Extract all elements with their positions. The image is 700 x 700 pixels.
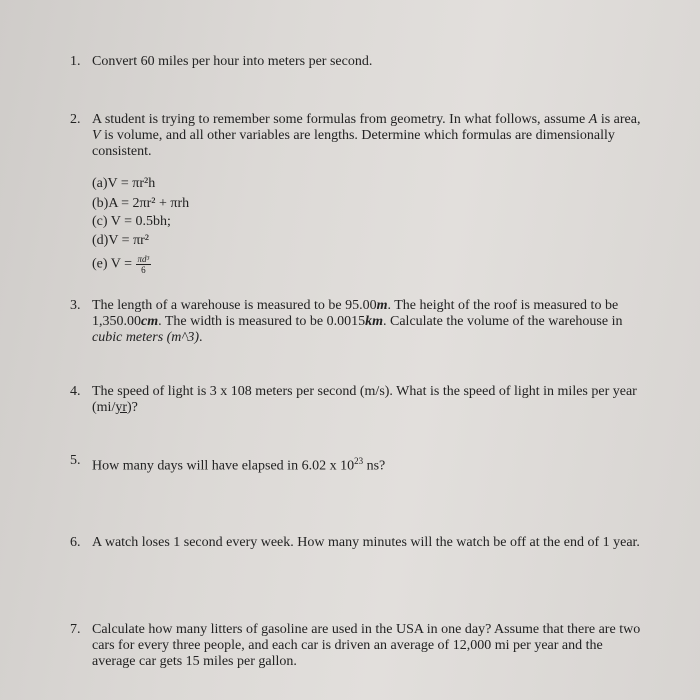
- text-part: ns?: [363, 458, 386, 474]
- unit-cubic-meters: cubic meters (m^3): [92, 330, 199, 345]
- unit-yr: yr: [115, 400, 128, 415]
- question-number: 3.: [70, 298, 81, 313]
- formula-b: (b)A = 2πr² + πrh: [92, 196, 190, 211]
- question-text: A watch loses 1 second every week. How many minutes will the watch be off at the end of 1 year.: [92, 535, 640, 550]
- unit-km: km: [365, 314, 383, 329]
- text-part: . Calculate the volume of the warehouse in: [383, 314, 623, 329]
- question-number: 5.: [70, 453, 81, 468]
- question-number: 6.: [70, 535, 81, 550]
- text-part: A student is trying to remember some formulas from geometry. In what follows, assume: [92, 112, 589, 127]
- unit-cm: cm: [141, 314, 159, 329]
- text-part: )?: [127, 400, 138, 415]
- text-part: How many days will have elapsed in 6.02 x 10: [92, 458, 355, 474]
- question-text: Convert 60 miles per hour into meters per second.: [92, 54, 373, 69]
- var-v: V: [92, 128, 101, 143]
- text-part: is volume, and all other variables are lengths. Determine which formulas are dimensionally consistent.: [92, 128, 615, 159]
- question-text: [92, 453, 644, 475]
- text-part: . The height of the roof is measured to be 1,350.00: [92, 298, 619, 329]
- text-part: is area,: [597, 112, 641, 127]
- question-text: [92, 298, 644, 346]
- question-number: 4.: [70, 384, 81, 399]
- question-text: [92, 112, 644, 160]
- exponent: 23: [354, 456, 364, 466]
- formula-a: (a)V = πr²h: [92, 176, 156, 191]
- var-a: A: [588, 112, 598, 127]
- question-text: Calculate how many litters of gasoline are used in the USA in one day? Assume that there are two cars for every three people, and each car is driven an average of 12,000 mi per year and the average car gets 15 miles per gallon.: [92, 622, 641, 669]
- text-part: .: [198, 330, 203, 345]
- formula-e-label: (e) V =: [92, 256, 136, 272]
- formula-c: (c) V = 0.5bh;: [92, 214, 171, 229]
- question-text: [92, 384, 644, 416]
- question-number: 2.: [70, 112, 81, 127]
- formula-e: [92, 254, 151, 275]
- question-number: 1.: [70, 54, 81, 69]
- fraction: [136, 254, 152, 275]
- unit-m: m: [376, 298, 388, 313]
- fraction-denominator: 6: [141, 265, 146, 275]
- text-part: The speed of light is 3 x 108 meters per second (m/s). What is the speed of light in miles per year (mi/: [92, 384, 637, 415]
- text-part: The length of a warehouse is measured to be 95.00: [92, 298, 377, 313]
- fraction-numerator: πd³: [137, 254, 150, 264]
- question-number: 7.: [70, 622, 81, 637]
- text-part: . The width is measured to be 0.0015: [158, 314, 366, 329]
- formula-d: (d)V = πr²: [92, 233, 150, 248]
